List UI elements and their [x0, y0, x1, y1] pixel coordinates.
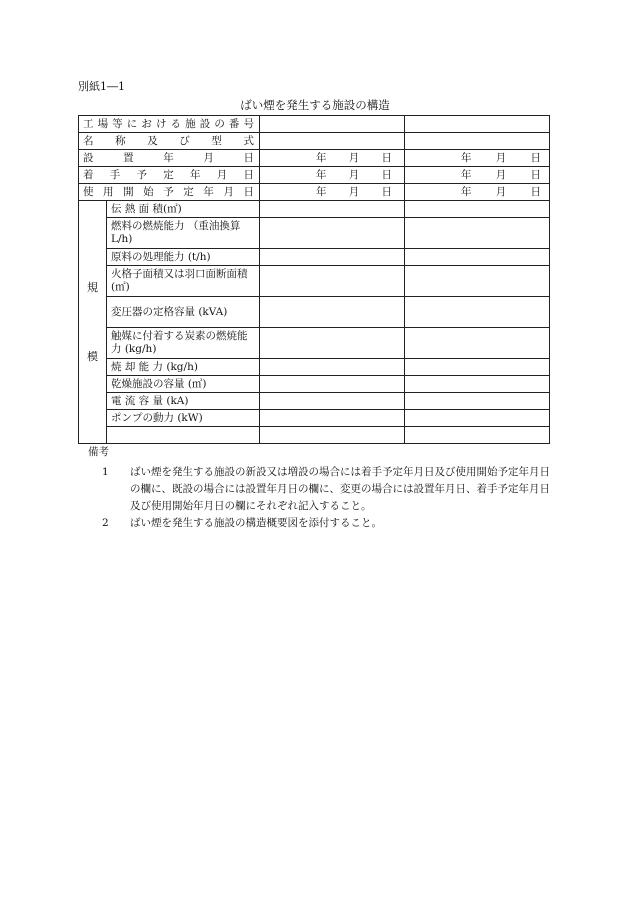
scale-item: 燃料の燃焼能力 （重油換算L/h) — [107, 218, 260, 249]
scale-row — [79, 249, 550, 266]
scale-label-bottom: 模 — [87, 350, 98, 363]
input-cell — [405, 410, 550, 427]
scale-row — [79, 359, 550, 376]
month-label: 月 — [495, 185, 507, 198]
scale-label-cell — [79, 201, 107, 444]
scale-row — [79, 201, 550, 218]
note-text: ばい煙を発生する施設の構造概要図を添付すること。 — [130, 517, 382, 529]
row-install-date — [79, 150, 550, 167]
input-cell — [260, 328, 405, 359]
input-cell — [405, 133, 550, 150]
label-name-model: 名 称 及 び 型 式 — [79, 133, 260, 150]
scale-row — [79, 393, 550, 410]
day-label: 日 — [530, 168, 541, 181]
label-start-use: 使 用 開 始 予 定 年 月 日 — [79, 184, 260, 201]
input-cell — [260, 116, 405, 133]
input-cell — [405, 376, 550, 393]
note-number: 2 — [102, 517, 109, 529]
input-cell — [405, 328, 550, 359]
date-cell — [260, 184, 405, 201]
year-label: 年 — [461, 151, 472, 164]
notes-heading: 備考 — [88, 446, 109, 458]
input-cell — [405, 359, 550, 376]
date-cell — [260, 167, 405, 184]
input-cell — [405, 249, 550, 266]
date-cell — [405, 184, 550, 201]
input-cell — [260, 249, 405, 266]
scale-row — [79, 328, 550, 359]
scale-item: 変圧器の定格容量 (kVA) — [107, 297, 260, 328]
input-cell — [260, 376, 405, 393]
scale-item: 焼 却 能 力 (kg/h) — [107, 359, 260, 376]
year-label: 年 — [316, 151, 327, 164]
document-title: ばい煙を発生する施設の構造 — [240, 98, 390, 112]
row-start-use — [79, 184, 550, 201]
input-cell — [260, 410, 405, 427]
scale-item: 伝 熱 面 積(㎡) — [107, 201, 260, 218]
year-label: 年 — [316, 168, 327, 181]
month-label: 月 — [348, 151, 360, 164]
year-label: 年 — [461, 168, 472, 181]
label-facility-number: 工場等における施設の番号 — [79, 116, 260, 133]
scale-item: 電 流 容 量 (kA) — [107, 393, 260, 410]
scale-row — [79, 410, 550, 427]
input-cell — [260, 133, 405, 150]
scale-label-top: 規 — [87, 281, 98, 294]
scale-item: 原料の処理能力 (t/h) — [107, 249, 260, 266]
label-start-construction: 着 手 予 定 年 月 日 — [79, 167, 260, 184]
page-label: 別紙1―1 — [78, 80, 125, 93]
month-label: 月 — [495, 151, 507, 164]
date-cell — [260, 150, 405, 167]
notes-section — [88, 444, 558, 532]
month-label: 月 — [348, 185, 360, 198]
scale-row — [79, 376, 550, 393]
input-cell — [260, 359, 405, 376]
note-item — [88, 464, 558, 515]
year-label: 年 — [461, 185, 472, 198]
row-facility-number — [79, 116, 550, 133]
day-label: 日 — [381, 151, 392, 164]
note-number: 1 — [102, 466, 109, 478]
scale-item: ポンプの動力 (kW) — [107, 410, 260, 427]
input-cell — [260, 218, 405, 249]
scale-item: 触媒に付着する炭素の燃焼能力 (kg/h) — [107, 328, 260, 359]
date-cell — [405, 167, 550, 184]
scale-row — [79, 266, 550, 297]
input-cell — [260, 297, 405, 328]
scale-row — [79, 297, 550, 328]
scale-item: 乾燥施設の容量 (㎥) — [107, 376, 260, 393]
row-start-construction — [79, 167, 550, 184]
day-label: 日 — [381, 168, 392, 181]
scale-row — [79, 427, 550, 444]
input-cell — [260, 427, 405, 444]
input-cell — [405, 116, 550, 133]
input-cell — [405, 218, 550, 249]
note-item — [88, 515, 558, 532]
scale-row — [79, 218, 550, 249]
label-install-date: 設 置 年 月 日 — [79, 150, 260, 167]
input-cell — [405, 266, 550, 297]
facility-structure-table — [78, 115, 550, 444]
day-label: 日 — [530, 185, 541, 198]
note-text: ばい煙を発生する施設の新設又は増設の場合には着手予定年月日及び使用開始予定年月日の欄に、既設の場合には設置年月日の欄に、変更の場合には設置年月日、着手予定年月日及び使用開始年月日の欄にそれぞれ記入すること。 — [130, 466, 550, 512]
day-label: 日 — [530, 151, 541, 164]
day-label: 日 — [381, 185, 392, 198]
month-label: 月 — [348, 168, 360, 181]
input-cell — [260, 201, 405, 218]
input-cell — [405, 393, 550, 410]
row-name-model — [79, 133, 550, 150]
input-cell — [405, 427, 550, 444]
input-cell — [405, 201, 550, 218]
scale-item: 火格子面積又は羽口面断面積 (㎡) — [107, 266, 260, 297]
input-cell — [405, 297, 550, 328]
scale-item — [107, 427, 260, 444]
year-label: 年 — [316, 185, 327, 198]
date-cell — [405, 150, 550, 167]
month-label: 月 — [495, 168, 507, 181]
input-cell — [260, 266, 405, 297]
input-cell — [260, 393, 405, 410]
